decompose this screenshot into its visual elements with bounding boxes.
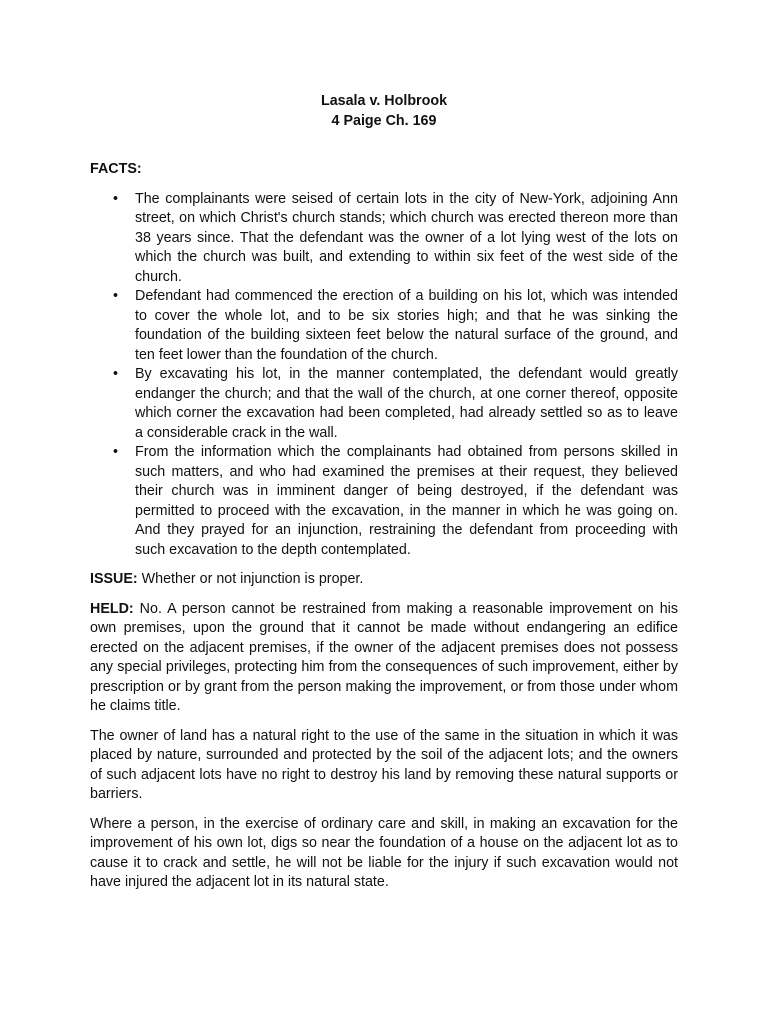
held-paragraph	[90, 600, 678, 717]
fact-text: From the information which the complainants had obtained from persons skilled in such matters, and who had examined the premises at their request, they believed their church was in imminent danger of being destroyed, if the defendant was permitted to proceed with the excavation, in the manner in which he was going on. And they prayed for an injunction, restraining the defendant from proceeding with such excavation to the depth contemplated.	[135, 444, 678, 558]
fact-text: Defendant had commenced the erection of a building on his lot, which was intended to cover the whole lot, and to be six stories high; and that he was sinking the foundation of the building sixteen feet below the natural surface of the ground, and ten feet lower than the foundation of the church.	[135, 288, 678, 363]
issue-text: Whether or not injunction is proper.	[137, 571, 364, 587]
case-title	[90, 92, 678, 131]
bullet-icon: •	[113, 288, 119, 304]
facts-list	[90, 190, 678, 561]
bullet-icon: •	[113, 444, 119, 460]
case-citation: 4 Paige Ch. 169	[331, 112, 437, 129]
issue-label: ISSUE:	[90, 571, 138, 587]
document-page	[90, 92, 678, 893]
fact-item	[90, 365, 678, 443]
ruling-paragraph: Where a person, in the exercise of ordinary care and skill, in making an excavation for the improvement of his own lot, digs so near the foundation of a house on the adjacent lot as to cause it to crack and settle, he will not be liable for the injury if such excavation would not have injured the adjacent lot in its natural state.	[90, 815, 678, 890]
fact-text: By excavating his lot, in the manner contemplated, the defendant would greatly endanger the church; and that the wall of the church, at one corner thereof, opposite which corner the excavation had been completed, had already settled so as to leave a considerable crack in the wall.	[135, 366, 678, 441]
fact-item	[90, 443, 678, 560]
held-text: No. A person cannot be restrained from making a reasonable improvement on his own premises, upon the ground that it cannot be made without endangering an edifice erected on the adjacent premises, if the owner of the adjacent premises does not possess any special privileges, protecting him from the consequences of such improvement, either by prescription or by grant from the person making the improvement, or from those under whom he claims title.	[90, 600, 678, 714]
facts-heading: FACTS:	[90, 161, 142, 177]
fact-item	[90, 190, 678, 288]
held-label: HELD:	[90, 600, 134, 617]
fact-text: The complainants were seised of certain lots in the city of New-York, adjoining Ann street, on which Christ's church stands; which church was erected thereon more than 38 years since. That the defendant was the owner of a lot lying west of the lots on which the church was built, and extending to within six feet of the west side of the church.	[135, 190, 678, 285]
fact-item	[90, 287, 678, 365]
issue-paragraph	[90, 570, 678, 590]
ruling-paragraph: The owner of land has a natural right to the use of the same in the situation in which it was placed by nature, surrounded and protected by the soil of the adjacent lots; and the owners of such adjacent lots have no right to destroy his land by removing these natural supports or barriers.	[90, 727, 678, 802]
bullet-icon: •	[113, 366, 119, 382]
case-name: Lasala v. Holbrook	[320, 93, 448, 109]
bullet-icon: •	[113, 190, 119, 207]
